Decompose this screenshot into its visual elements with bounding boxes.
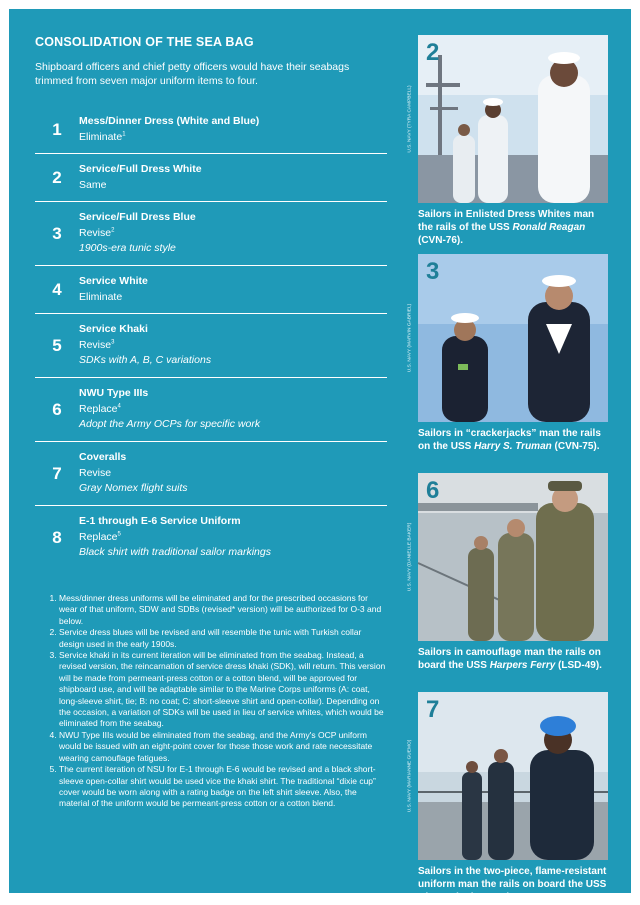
left-column [35,35,387,810]
ship-name: Sioux City [418,892,467,903]
page-panel [9,9,631,903]
row-number: 1 [52,119,62,139]
footnote: 3. Service khaki in its current iteration will be eliminated from the seabag. Instead, a revised version, the reincarnation of service dress khaki (SDK), will return. This version will be made from permeant-press cotton or a cotton blend, will be approved for shipboard use, and will be adaptable similar to the Marine Corps uniforms (A: coat, long-sleeve shirt, tie; B: no coat; C: short-sleeve shirt and open-collar). Depending on the occasion, a variation of SDKs will be used in lieu of service whites, which would be eliminated from the seabag. [59,650,387,730]
row-note: SDKs with A, B, C variations [79,354,212,367]
page-title: CONSOLIDATION OF THE SEA BAG [35,35,254,49]
row-title: Service Khaki [79,323,148,336]
uniform-row [35,202,387,266]
photo-camouflage [407,473,608,641]
uniform-row [35,266,387,314]
photo-number: 7 [426,696,440,723]
row-action: Same [79,178,107,191]
photo-flame-resistant [407,692,608,860]
footnotes [35,593,387,810]
footnote: 1. Mess/dinner dress uniforms will be eliminated and for the prescribed occasions for wear of that uniform, SDW and SDBs (revised* version) will be authorized for O-3 and below. [59,593,387,627]
photo-crackerjacks [407,254,608,422]
uniform-row [35,154,387,202]
ship-name: Ronald Reagan [512,222,586,233]
photo-credit: U.S. NAVY (MARIANNE GUEMO) [407,739,413,813]
row-number: 8 [52,527,62,547]
row-number: 6 [52,399,62,419]
photo-credit: U.S. NAVY (TYRA CAMPBELL) [407,85,413,153]
intro-text: Shipboard officers and chief petty officers would have their seabags trimmed from seven major uniform items to four. [35,61,350,87]
row-action: Eliminate [79,130,123,143]
row-note: Adopt the Army OCPs for specific work [79,418,261,431]
footnote-ref: 5 [117,531,121,538]
row-note: 1900s-era tunic style [79,242,176,255]
row-number: 7 [52,463,62,483]
photo-column [407,35,608,905]
photo-image [418,254,608,422]
photo-image [418,473,608,641]
row-title: E-1 through E-6 Service Uniform [79,515,241,528]
uniform-row [35,442,387,506]
row-action: Replace [79,530,118,543]
uniform-row [35,314,387,378]
row-note: Black shirt with traditional sailor markings [79,546,271,559]
photo-caption: Sailors in “crackerjacks” man the rails on the USS Harry S. Truman (CVN-75). [418,428,601,452]
uniform-list [35,106,387,569]
photo-caption: Sailors in the two-piece, flame-resistant uniform man the rails on board the USS Sioux City (LCS-11). [418,866,607,903]
row-number: 4 [52,279,62,299]
row-title: Coveralls [79,451,127,464]
photo-caption: Sailors in Enlisted Dress Whites man the rails of the USS Ronald Reagan (CVN-76). [418,209,595,246]
footnote-ref: 2 [111,227,115,234]
photo-image [418,692,608,860]
row-title: Service White [79,275,148,287]
photo-caption: Sailors in camouflage man the rails on board the USS Harpers Ferry (LSD-49). [418,647,602,671]
uniform-row [35,106,387,154]
row-action: Revise [79,338,112,351]
footnote-ref: 3 [111,339,115,346]
uniform-row [35,378,387,442]
photo-credit: U.S. NAVY (DANIELLE BAKER) [407,522,413,592]
ship-name: Harry S. Truman [474,441,552,452]
row-action: Revise [79,226,112,239]
footnote-ref: 4 [117,403,121,410]
row-title: Mess/Dinner Dress (White and Blue) [79,115,260,127]
row-title: Service/Full Dress White [79,163,202,175]
footnote: 2. Service dress blues will be revised and will resemble the tunic with Turkish collar design used in the early 1900s. [59,627,387,650]
photo-image [418,35,608,203]
footnote: 4. NWU Type IIIs would be eliminated from the seabag, and the Army's OCP uniform would be issued with an eight-point cover for those those work and rate necessitate wearing camouflage fatigues. [59,730,387,764]
ship-name: Harpers Ferry [489,660,556,671]
row-title: NWU Type IIIs [79,387,149,400]
photo-dress-whites [407,35,608,203]
footnote-ref: 1 [122,131,126,137]
row-title: Service/Full Dress Blue [79,211,196,224]
row-action: Revise [79,466,112,479]
row-action: Replace [79,402,118,415]
photo-credit: U.S. NAVY (MARVIN GABRIEL) [407,303,413,373]
row-number: 5 [52,335,62,355]
row-number: 3 [52,223,62,243]
photo-number: 2 [426,39,440,66]
uniform-row [35,506,387,569]
photo-number: 6 [426,477,440,504]
row-action: Eliminate [79,290,123,303]
photo-number: 3 [426,258,440,285]
row-note: Gray Nomex flight suits [79,482,188,495]
footnote: 5. The current iteration of NSU for E-1 through E-6 would be revised and a black short-sleeve open-collar shirt would be used vice the khaki shirt. The traditional “dixie cup” cover would be worn along with a rating badge on the left shirt sleeve. Also, the material of the uniform would be permeant-press cotton or a cotton blend. [59,764,387,810]
row-number: 2 [52,167,62,187]
